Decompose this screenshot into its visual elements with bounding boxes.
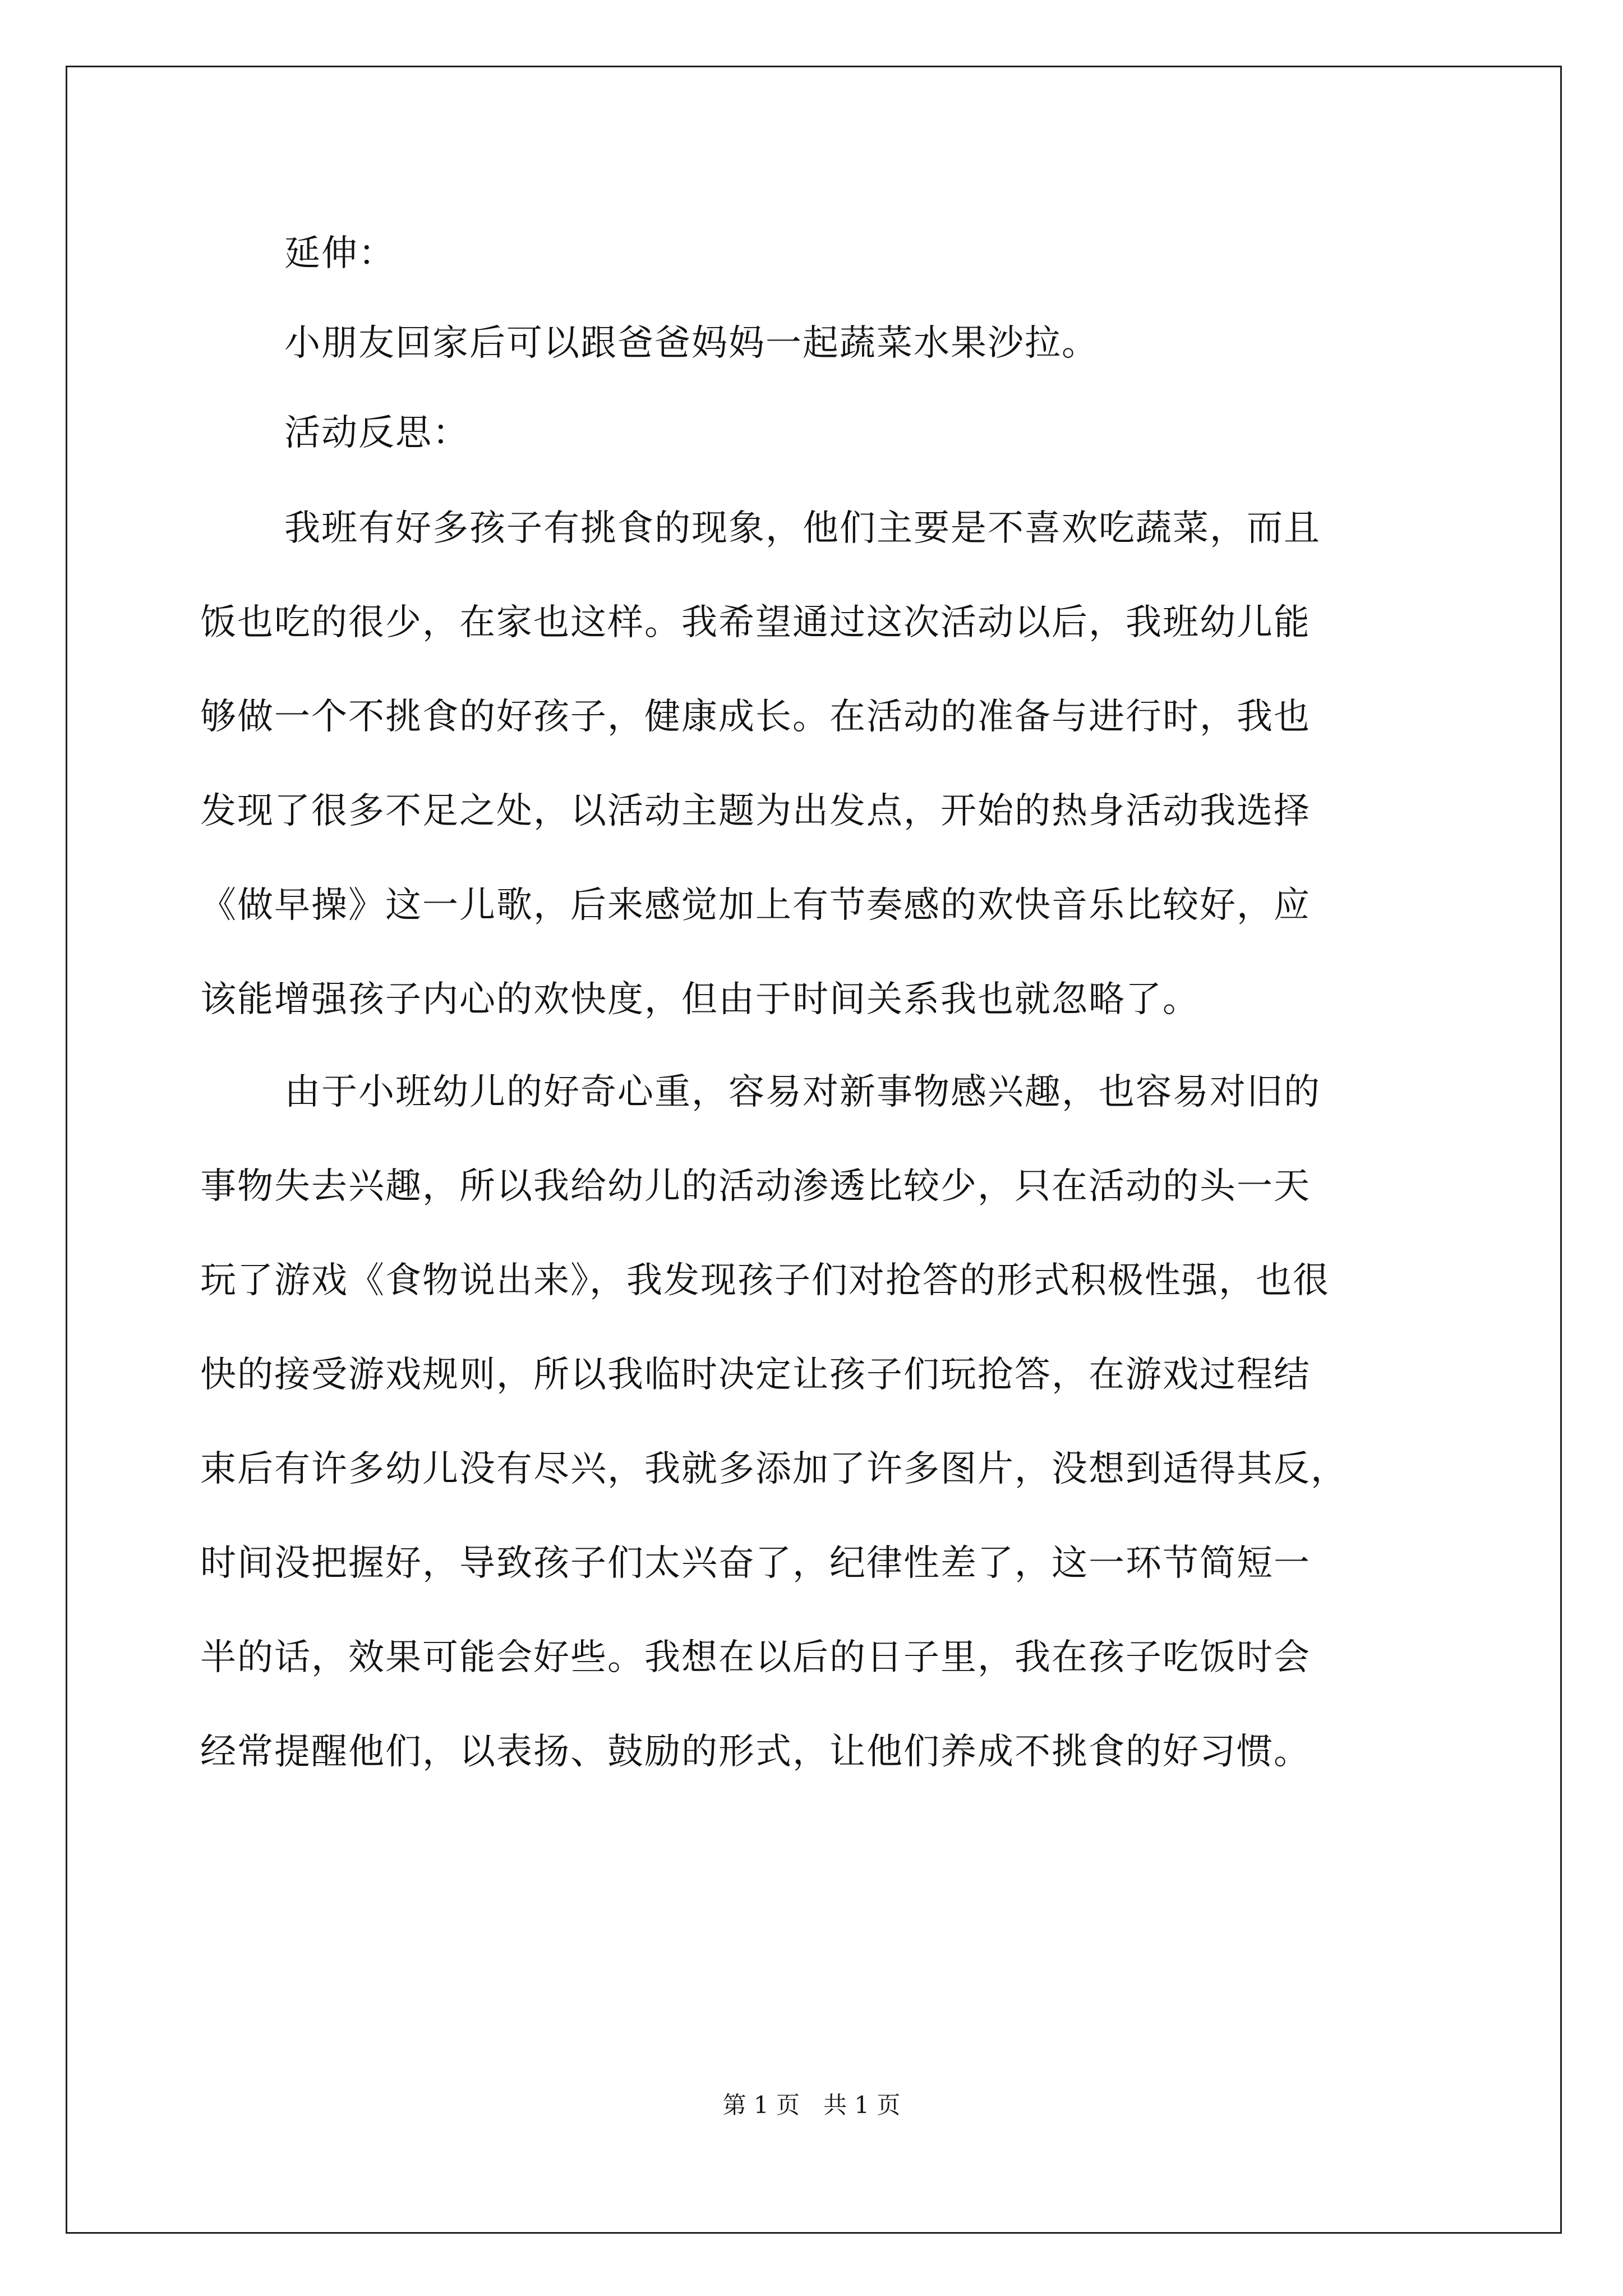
paragraph-line: 玩了游戏《食物说出来》，我发现孩子们对抢答的形式积极性强，也很: [200, 1260, 1330, 1301]
paragraph-line: 经常提醒他们，以表扬、鼓励的形式，让他们养成不挑食的好习惯。: [200, 1731, 1311, 1773]
paragraph-line: 饭也吃的很少，在家也这样。我希望通过这次活动以后，我班幼儿能: [200, 602, 1311, 643]
page-border: [66, 66, 1562, 2234]
paragraph-line: 时间没把握好，导致孩子们太兴奋了，纪律性差了，这一环节简短一: [200, 1543, 1311, 1584]
section-heading-reflection: 活动反思：: [284, 412, 469, 454]
paragraph-line: 小朋友回家后可以跟爸爸妈妈一起蔬菜水果沙拉。: [284, 323, 1099, 364]
paragraph-line: 够做一个不挑食的好孩子，健康成长。在活动的准备与进行时，我也: [200, 696, 1311, 738]
paragraph-line: 束后有许多幼儿没有尽兴，我就多添加了许多图片，没想到适得其反，: [200, 1448, 1348, 1490]
paragraph-line: 该能增强孩子内心的欢快度，但由于时间关系我也就忽略了。: [200, 979, 1200, 1020]
paragraph-line: 快的接受游戏规则，所以我临时决定让孩子们玩抢答，在游戏过程结: [200, 1354, 1311, 1396]
section-heading-extension: 延伸：: [284, 233, 395, 274]
paragraph-line: 半的话，效果可能会好些。我想在以后的日子里，我在孩子吃饭时会: [200, 1637, 1311, 1678]
paragraph-line: 我班有好多孩子有挑食的现象，他们主要是不喜欢吃蔬菜，而且: [284, 508, 1321, 549]
paragraph-line: 发现了很多不足之处，以活动主题为出发点，开始的热身活动我选择: [200, 790, 1311, 832]
paragraph-line: 事物失去兴趣，所以我给幼儿的活动渗透比较少，只在活动的头一天: [200, 1166, 1311, 1207]
paragraph-line: 《做早操》这一儿歌，后来感觉加上有节奏感的欢快音乐比较好，应: [200, 885, 1311, 926]
page-number-footer: 第 1 页 共 1 页: [722, 2091, 901, 2119]
paragraph-line: 由于小班幼儿的好奇心重，容易对新事物感兴趣，也容易对旧的: [284, 1071, 1321, 1113]
